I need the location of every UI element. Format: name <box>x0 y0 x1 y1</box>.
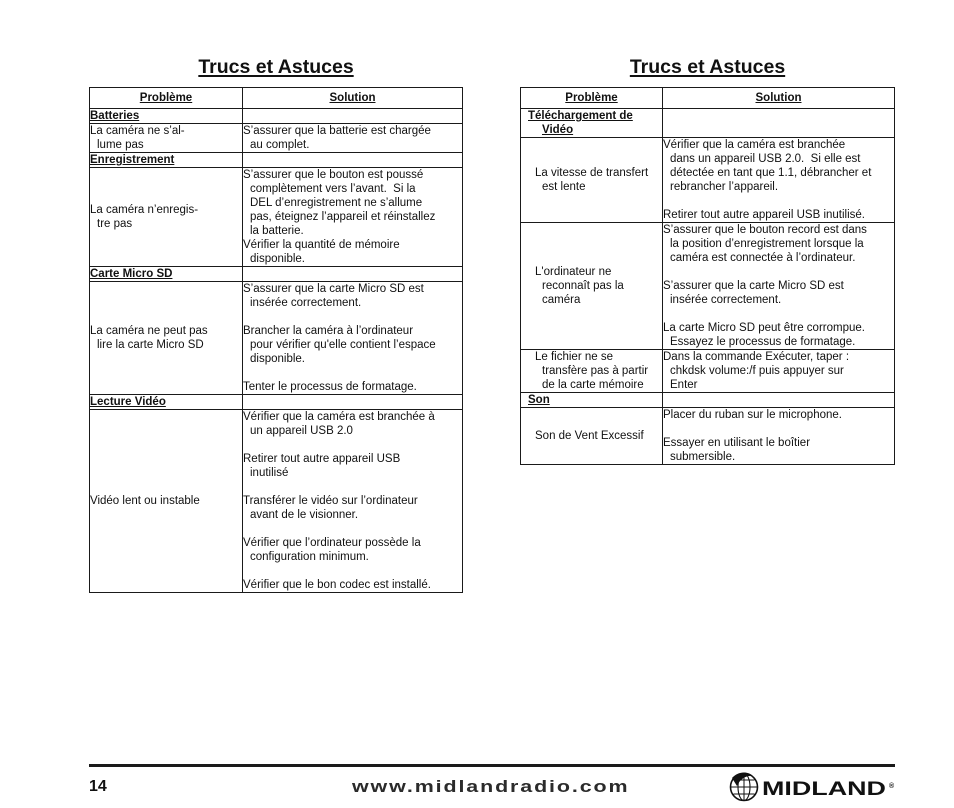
solution-text: Vérifier que la caméra est branchée à <box>243 411 435 423</box>
website-url <box>352 777 630 797</box>
solution-text: S’assurer que le bouton est poussé <box>243 169 424 181</box>
solution-group <box>663 350 894 392</box>
category-row <box>90 109 463 124</box>
solution-text: Placer du ruban sur le microphone. <box>663 409 842 421</box>
solution-cell <box>663 350 895 393</box>
solution-text: insérée correctement. <box>250 297 362 309</box>
problem-header <box>90 88 243 109</box>
solution-paragraph <box>663 436 894 464</box>
category-row <box>521 393 895 408</box>
solution-paragraph <box>243 494 462 522</box>
problem-text: reconnaît pas la <box>542 280 624 292</box>
solution-text: Transférer le vidéo sur l’ordinateur <box>243 495 418 507</box>
solution-group <box>243 494 462 522</box>
problem-text: lire la carte Micro SD <box>97 339 204 351</box>
solution-group <box>663 138 894 194</box>
solution-paragraph <box>243 168 462 238</box>
solution-group <box>243 324 462 366</box>
footer-divider <box>89 764 895 767</box>
category-label: Son <box>528 394 550 406</box>
page-title: Trucs et Astuces <box>198 56 354 78</box>
empty-cell <box>243 395 463 410</box>
page-title: Trucs et Astuces <box>629 56 786 78</box>
empty-cell <box>243 109 463 124</box>
table-row <box>521 408 895 465</box>
table-body <box>90 109 463 593</box>
solution-paragraph <box>243 380 462 394</box>
solution-group <box>243 124 462 152</box>
problem-text: La vitesse de transfert <box>535 167 649 179</box>
problem-header <box>521 88 663 109</box>
solution-cell <box>663 408 895 465</box>
solution-text: DEL d’enregistrement ne s’allume <box>250 197 423 209</box>
solution-text: Essayer en utilisant le boîtier <box>663 437 811 449</box>
solution-paragraph <box>663 350 894 392</box>
solution-group <box>243 410 462 438</box>
solution-text: La carte Micro SD peut être corrompue. <box>663 322 865 334</box>
solution-group <box>243 536 462 564</box>
solution-group <box>243 282 462 310</box>
solution-text: insérée correctement. <box>670 294 782 306</box>
solution-text: configuration minimum. <box>250 551 369 563</box>
table-row <box>521 138 895 223</box>
solution-group <box>243 380 462 394</box>
header-row <box>521 88 895 109</box>
problem-cell <box>90 168 243 267</box>
website-url-text: www.midlandradio.com <box>352 777 630 796</box>
solution-paragraph <box>243 578 462 592</box>
problem-text: Son de Vent Excessif <box>535 430 644 442</box>
problem-text: lume pas <box>97 139 144 151</box>
solution-text: S’assurer que la batterie est chargée <box>243 125 431 137</box>
problem-text: de la carte mémoire <box>542 379 644 391</box>
table-row <box>90 410 463 593</box>
problem-text: La caméra ne peut pas <box>90 325 208 337</box>
midland-logo <box>726 769 898 805</box>
solution-text: détectée en tant que 1.1, débrancher et <box>670 167 872 179</box>
solution-header-label: Solution <box>329 92 376 104</box>
solution-text: la position d’enregistrement lorsque la <box>670 238 864 250</box>
problem-text: Le fichier ne se <box>535 351 613 363</box>
category-row <box>90 153 463 168</box>
table-row <box>90 282 463 395</box>
category-cell <box>521 393 663 408</box>
solution-header <box>663 88 895 109</box>
tips-table <box>89 87 463 593</box>
solution-text: chkdsk volume:/f puis appuyer sur <box>670 365 844 377</box>
problem-text: transfère pas à partir <box>542 365 649 377</box>
solution-paragraph <box>663 408 894 422</box>
solution-paragraph <box>243 536 462 564</box>
solution-group <box>243 168 462 266</box>
solution-text: S’assurer que le bouton record est dans <box>663 224 867 236</box>
solution-cell <box>243 124 463 153</box>
problem-header-label: Problème <box>139 92 193 104</box>
problem-cell <box>521 138 663 223</box>
solution-text: Essayez le processus de formatage. <box>670 336 856 348</box>
solution-text: S’assurer que la carte Micro SD est <box>663 280 844 292</box>
header-row <box>90 88 463 109</box>
solution-group <box>663 408 894 422</box>
category-row <box>90 267 463 282</box>
solution-text: avant de le visionner. <box>250 509 359 521</box>
category-cell <box>90 153 243 168</box>
solution-text: caméra est connectée à l’ordinateur. <box>670 252 856 264</box>
solution-header <box>243 88 463 109</box>
solution-cell <box>243 410 463 593</box>
solution-text: pour vérifier qu'elle contient l’espace <box>250 339 436 351</box>
solution-paragraph <box>663 321 894 349</box>
category-cell <box>521 109 663 138</box>
solution-paragraph <box>243 124 462 152</box>
solution-text: Dans la commande Exécuter, taper : <box>663 351 850 363</box>
solution-text: Enter <box>670 379 698 391</box>
empty-cell <box>243 153 463 168</box>
solution-text: dans un appareil USB 2.0. Si elle est <box>670 153 861 165</box>
solution-group <box>663 436 894 464</box>
globe-icon <box>731 772 758 800</box>
solution-text: la batterie. <box>250 225 304 237</box>
solution-text: Vérifier que le bon codec est installé. <box>243 579 431 591</box>
category-label: Carte Micro SD <box>90 268 173 280</box>
problem-text: L'ordinateur ne <box>535 266 612 278</box>
solution-cell <box>663 138 895 223</box>
problem-text: est lente <box>542 181 586 193</box>
solution-cell <box>243 282 463 395</box>
solution-text: complètement vers l’avant. Si la <box>250 183 416 195</box>
category-label: Lecture Vidéo <box>90 396 166 408</box>
category-label: Vidéo <box>542 124 574 136</box>
category-label: Enregistrement <box>90 154 175 166</box>
solution-text: Retirer tout autre appareil USB inutilisé. <box>663 209 865 221</box>
solution-text: disponible. <box>250 353 305 365</box>
solution-text: un appareil USB 2.0 <box>250 425 353 437</box>
solution-text: Brancher la caméra à l’ordinateur <box>243 325 414 337</box>
solution-group <box>663 279 894 307</box>
problem-cell <box>521 223 663 350</box>
problem-cell <box>90 124 243 153</box>
solution-header-label: Solution <box>755 92 802 104</box>
solution-paragraph <box>243 410 462 438</box>
solution-text: Vérifier que l’ordinateur possède la <box>243 537 421 549</box>
category-label: Batteries <box>90 110 140 122</box>
solution-group <box>663 223 894 265</box>
solution-text: Vérifier que la caméra est branchée <box>663 139 846 151</box>
page-number: 14 <box>89 778 107 795</box>
problem-text: La caméra ne s’al- <box>90 125 185 137</box>
table-row <box>90 168 463 267</box>
solution-text: Retirer tout autre appareil USB <box>243 453 401 465</box>
solution-paragraph <box>663 208 894 222</box>
table-row <box>90 124 463 153</box>
solution-paragraph <box>663 138 894 194</box>
solution-paragraph <box>243 452 462 480</box>
problem-cell <box>90 410 243 593</box>
solution-paragraph <box>243 282 462 310</box>
category-row <box>521 109 895 138</box>
problem-text: Vidéo lent ou instable <box>90 495 200 507</box>
solution-text: Vérifier la quantité de mémoire <box>243 239 400 251</box>
table-row <box>521 223 895 350</box>
solution-group <box>243 452 462 480</box>
category-row <box>90 395 463 410</box>
solution-text: submersible. <box>670 451 736 463</box>
table-row <box>521 350 895 393</box>
empty-cell <box>663 109 895 138</box>
solution-text: S’assurer que la carte Micro SD est <box>243 283 424 295</box>
problem-header-label: Problème <box>565 92 618 104</box>
problem-text: La caméra n’enregis- <box>90 204 199 216</box>
solution-group <box>663 208 894 222</box>
solution-cell <box>663 223 895 350</box>
solution-text: au complet. <box>250 139 310 151</box>
table-body <box>521 109 895 465</box>
problem-cell <box>90 282 243 395</box>
solution-paragraph <box>663 223 894 265</box>
solution-paragraph <box>243 238 462 266</box>
registered-mark: ® <box>889 783 895 790</box>
problem-text: tre pas <box>97 218 133 230</box>
solution-text: pas, éteignez l’appareil et réinstallez <box>250 211 436 223</box>
problem-cell <box>521 350 663 393</box>
problem-cell <box>521 408 663 465</box>
solution-text: rebrancher l’appareil. <box>670 181 779 193</box>
problem-text: caméra <box>542 294 581 306</box>
empty-cell <box>243 267 463 282</box>
logo-wordmark: MIDLAND <box>762 779 886 800</box>
solution-text: Tenter le processus de formatage. <box>243 381 417 393</box>
solution-paragraph <box>243 324 462 366</box>
solution-group <box>243 578 462 592</box>
solution-cell <box>243 168 463 267</box>
category-cell <box>90 395 243 410</box>
category-cell <box>90 267 243 282</box>
solution-group <box>663 321 894 349</box>
empty-cell <box>663 393 895 408</box>
tips-table <box>520 87 895 465</box>
solution-paragraph <box>663 279 894 307</box>
category-label: Téléchargement de <box>528 110 633 122</box>
solution-text: disponible. <box>250 253 305 265</box>
category-cell <box>90 109 243 124</box>
solution-text: inutilisé <box>250 467 289 479</box>
